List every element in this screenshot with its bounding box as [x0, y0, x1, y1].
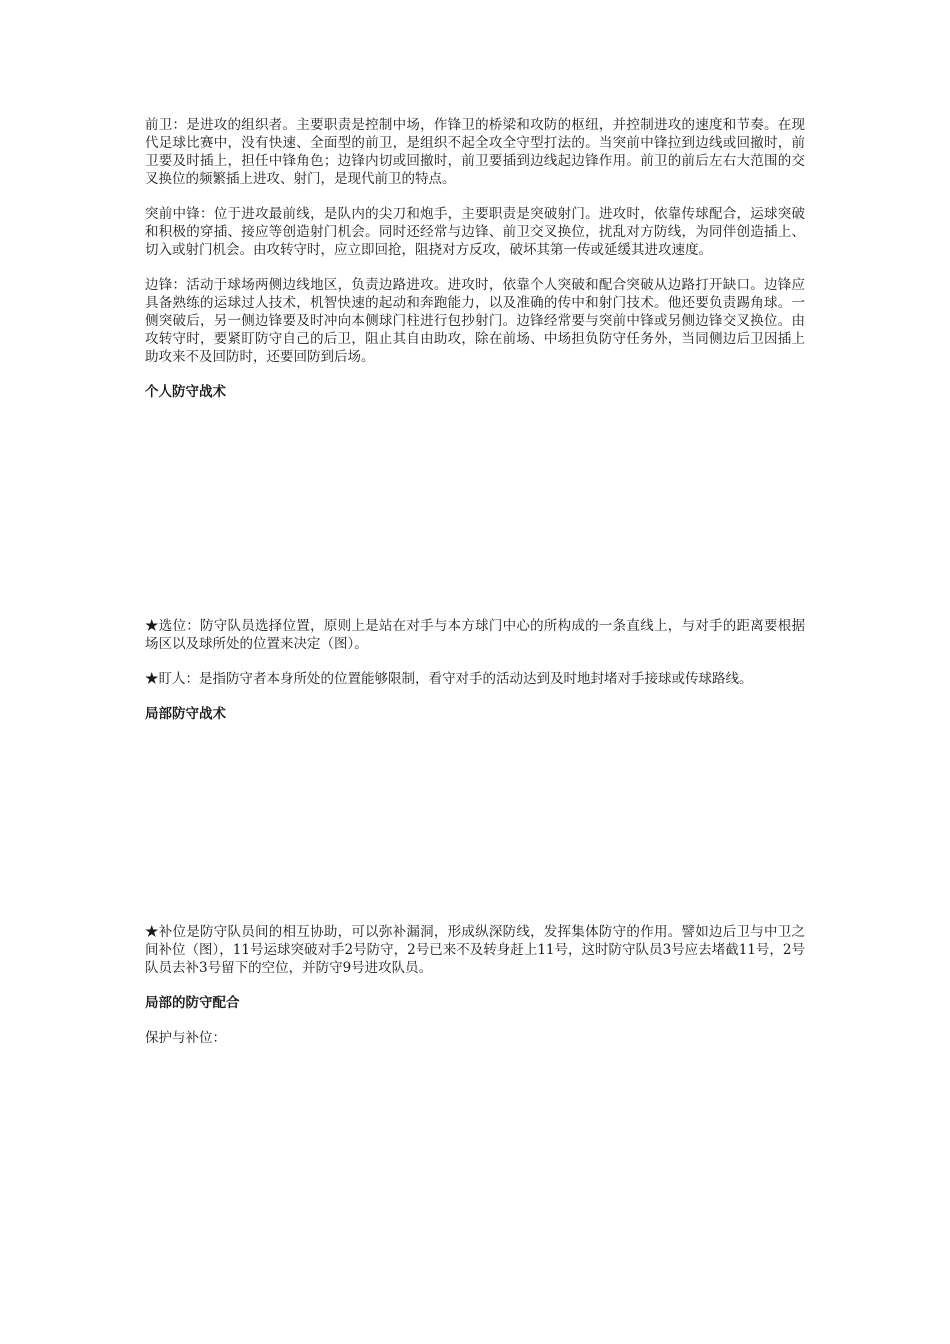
- paragraph-marking: ★盯人：是指防守者本身所处的位置能够限制，看守对手的活动达到及时地封堵对手接球或传球路线。: [145, 671, 753, 687]
- document-page: [145, 116, 805, 1064]
- paragraph-positioning: ★选位：防守队员选择位置，原则上是站在对手与本方球门中心的所构成的一条直线上，与对手的距离要根据场区以及球所处的位置来决定（图）。: [145, 618, 805, 652]
- paragraph-striker: 突前中锋：位于进攻最前线，是队内的尖刀和炮手，主要职责是突破射门。进攻时，依靠传球配合，运球突破和积极的穿插、接应等创造射门机会。同时还经常与边锋、前卫交叉换位，扰乱对方防线，为同伴创造插上、切入或射门机会。由攻转守时，应立即回抢，阻挠对方反攻，破坏其第一传或延缓其进攻速度。: [145, 206, 805, 258]
- heading-individual-defense: 个人防守战术: [145, 384, 226, 400]
- heading-local-defense: 局部防守战术: [145, 706, 226, 722]
- paragraph-winger: 边锋：活动于球场两侧边线地区，负责边路进攻。进攻时，依靠个人突破和配合突破从边路打开缺口。边锋应具备熟练的运球过人技术，机智快速的起动和奔跑能力，以及准确的传中和射门技术。他还要负责踢角球。一侧突破后，另一侧边锋要及时冲向本侧球门柱进行包抄射门。边锋经常要与突前中锋或另侧边锋交叉换位。由攻转守时，要紧盯防守自己的后卫，阻止其自由助攻，除在前场、中场担负防守任务外，当同侧边后卫因插上助攻来不及回防时，还要回防到后场。: [145, 277, 805, 365]
- paragraph-midfielder: 前卫：是进攻的组织者。主要职责是控制中场，作锋卫的桥梁和攻防的枢纽，并控制进攻的速度和节奏。在现代足球比赛中，没有快速、全面型的前卫，是组织不起全攻全守型打法的。当突前中锋拉到边线或回撤时，前卫要及时插上，担任中锋角色；边锋内切或回撤时，前卫要插到边线起边锋作用。前卫的前后左右大范围的交叉换位的频繁插上进攻、射门，是现代前卫的特点。: [145, 117, 805, 187]
- figure-placeholder: [145, 723, 805, 923]
- paragraph-cover: ★补位是防守队员间的相互协助，可以弥补漏洞，形成纵深防线，发挥集体防守的作用。譬如边后卫与中卫之间补位（图），11号运球突破对手2号防守，2号已来不及转身赶上11号，这时防守队员3号应去堵截11号，2号队员去补3号留下的空位，并防守9号进攻队员。: [145, 924, 805, 976]
- heading-local-cooperation: 局部的防守配合: [145, 995, 240, 1011]
- paragraph-protect: 保护与补位：: [145, 1030, 226, 1046]
- figure-placeholder: [145, 401, 805, 617]
